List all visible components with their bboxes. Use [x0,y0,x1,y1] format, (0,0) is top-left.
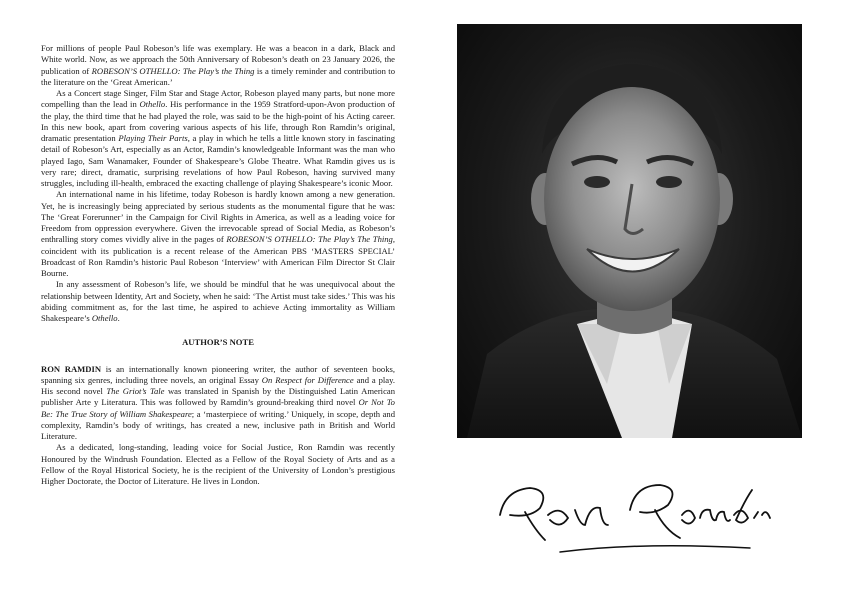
italic-title-text: Othello [139,99,166,110]
italic-title-text: ROBESON’S OTHELLO: The Play’s the Thing [91,65,255,76]
body-text: is a timely reminder and contribution to the literature on the ‘Great American.’ [41,65,395,87]
body-text: ; a ‘masterpiece of writing.’ Uniquely, in scope, depth and complexity, Ramdin’s body of writings, has created a new, inclusive path in British and World Literature. [41,408,396,441]
italic-title-text: Or Not To Be: The True Story of William Shakespeare [41,397,395,419]
body-text: For millions of people Paul Robeson’s life was exemplary. He was a beacon in a dark, Black and White world. Now, as we approach the 50th Anniversary of Robeson’s death on 23 January 2026, the publication of [41,43,395,76]
intro-paragraph-4 [41,279,395,324]
italic-title-text: The Griot’s Tale [106,386,165,396]
body-text: is an internationally known pioneering writer, the author of seventeen books, spanning six genres, including three novels, an original Essay [41,363,395,385]
intro-paragraph-2 [41,88,395,189]
body-text: , coincident with its publication is a recent release of the American PBS ‘MASTERS SPECIAL’ Broadcast of Ron Ramdin’s historic Paul Robeson ‘Interview’ with American Film Director St Clair Bourne. [41,234,396,278]
italic-title-text: ROBESON’S OTHELLO: The Play’s The Thing [226,234,393,245]
author-signature [490,470,780,570]
intro-paragraph-3 [41,189,395,279]
body-text: . [117,313,120,323]
authors-note-heading: AUTHOR’S NOTE [182,337,254,348]
italic-title-text: Othello [91,313,118,323]
body-text: and a play. His second novel [41,374,395,396]
body-text: , a play in which he tells a little known story in fascinating detail of Robeson’s Art, especially as an Actor, Ramdin’s knowledgeable Informant was the man who played Iago, Sam Wanamaker, Founder of Shakespeare’s Globe Theatre. What Ramdin gives us is very rare; direct, dramatic, surprising revelations of how Paul Robeson, having survived many struggles, including ill-health, embraced the exacting challenge of playing Shakespeare’s iconic Moor. [41,133,395,188]
author-bio-paragraph-2 [41,442,395,487]
italic-title-text: On Respect for Difference [261,374,354,385]
author-portrait-photo [457,24,802,438]
author-bio-text [41,364,395,442]
body-text: was translated in Spanish by the Distinguished Latin American publisher Arte y Literatura. This was followed by Ramdin’s ground-breaking third novel [41,386,395,408]
left-text-column [41,43,395,487]
author-name: RON RAMDIN [41,363,102,374]
italic-title-text: Playing Their Parts [118,133,188,143]
intro-paragraph-1 [41,43,395,88]
body-text: As a dedicated, long-standing, leading voice for Social Justice, Ron Ramdin was recently Honoured by the Windrush Foundation. Elected as a Fellow of the Royal Society of Arts and as a Fellow of the Royal Historical Society, he is the recipient of the University of London’s prestigious Higher Doctorate, the Doctor of Literature. He lives in London. [41,442,395,486]
body-text: As a Concert stage Singer, Film Star and Stage Actor, Robeson played many parts, but none more compelling than the lead in [41,88,395,110]
author-bio-paragraph-1 [41,364,395,443]
body-text: In any assessment of Robeson’s life, we should be mindful that he was unequivocal about the relationship between Identity, Art and Society, when he said: ‘The Artist must take sides.’ This was his abiding commitment as, for the last time, he aspired to achieve Acting immortality as William Shakespeare’s [41,279,395,323]
body-text: An international name in his lifetime, today Robeson is hardly known among a new generation. Yet, he is increasingly being appreciated by serious students as the monumental figure that he was: The ‘Great Forerunner’ in the Campaign for Civil Rights in America, as well as a leading voice for Freedom from oppression everywhere. Given the irrevocable spread of Social Media, as Robeson’s enthralling story comes vividly alive in the pages of [41,189,395,245]
body-text: . His performance in the 1959 Stratford-upon-Avon production of the play, the third time that he had played the role, was said to be the high-point of his Acting career. In this new book, apart from covering various aspects of his life, through Ron Ramdin’s original, dramatic presentation [41,99,396,143]
